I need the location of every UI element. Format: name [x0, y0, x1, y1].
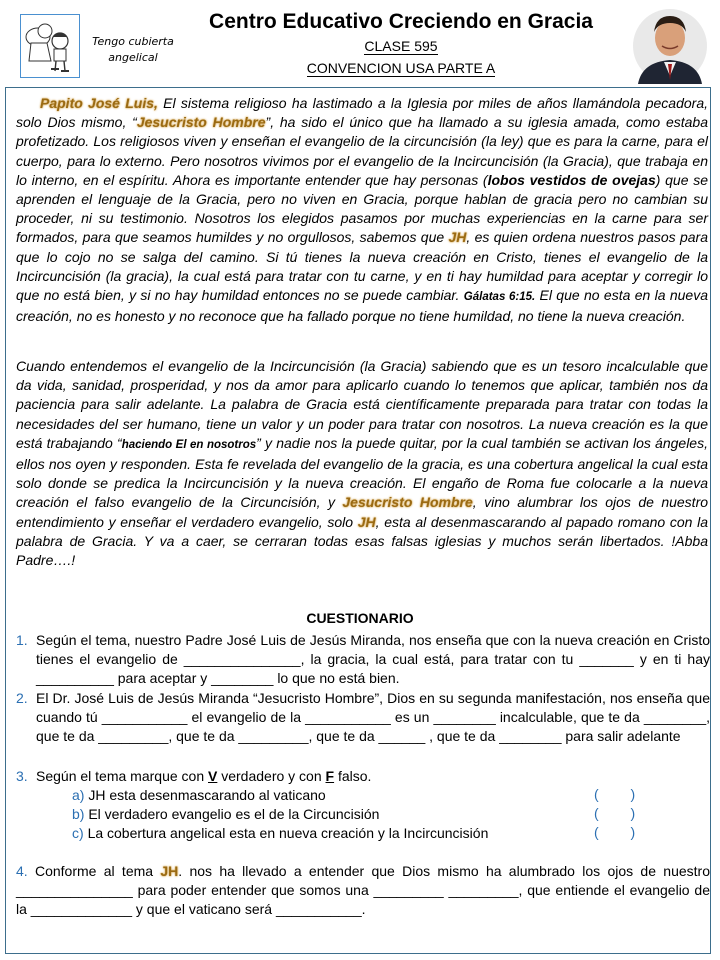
- angel-child-icon: [21, 15, 79, 77]
- class-subtitle: CONVENCION USA PARTE A: [306, 60, 496, 76]
- emphasis-run: Jesucristo Hombre: [136, 114, 266, 131]
- paragraph-intro: [16, 94, 708, 326]
- question-2: [16, 689, 710, 747]
- jh-name: JH: [160, 863, 179, 879]
- emphasis-run: haciendo El en nosotros: [121, 438, 257, 451]
- answer-box-b[interactable]: ( ): [594, 805, 650, 821]
- questionnaire-title: CUESTIONARIO: [306, 610, 414, 626]
- emphasis-run: lobos vestidos de ovejas: [487, 171, 656, 188]
- page-title: Centro Educativo Creciendo en Gracia: [209, 10, 593, 33]
- emphasis-run: Gálatas 6:15.: [463, 291, 536, 304]
- question-4: 4. Conforme al tema JH. nos ha llevado a entender que Dios mismo ha alumbrado los ojos de nuestro _______________ para poder entender que somos una _________ _________, que entiende el evangelio de la _____________ y que el vaticano será ___________.: [16, 863, 710, 918]
- question-number: 1.: [16, 632, 28, 648]
- text-run: , es quien ordena nuestros pasos para que lo cojo no se salga del camino. Si tú tienes la nueva creación en Cristo, tienes el evangelio de la Incircuncisión (la gracia), la cual está para tratar con tu carne, y en ti hay humildad para aceptar y corregir lo que no está bien, y si no hay humildad entonces no se puede cambiar.: [16, 229, 709, 304]
- question-3: [16, 767, 710, 786]
- text-run: ”, ha sido el único que ha llamado a su iglesia amada, como estaba profetizado. Los religiosos viven y enseñan el evangelio de la circuncisión (la ley) que es para la carne, para el cuerpo, para lo externo. Pero nosotros vivimos por el evangelio de la Incircuncisión (la Gracia), que trabaja en lo interno, en el espíritu. Ahora es importante entender que hay personas (: [16, 114, 709, 188]
- class-number: CLASE 595: [364, 38, 438, 54]
- question-1: [16, 631, 710, 689]
- paragraph-gracia: [16, 357, 708, 570]
- text-run: El sistema religioso ha lastimado a la Iglesia por miles de años llamándola pecadora, solo Dios mismo, “: [16, 95, 708, 131]
- portrait-photo: [632, 6, 708, 84]
- emphasis-run: Jesucristo Hombre: [342, 494, 473, 511]
- text-run: ) que se aprenden el lenguaje de la Gracia, pero no viven en Gracia, porque hablan de gracia pero no cambian su proceder, ni su testimonio. Nosotros los elegidos pasamos por muchas experiencias en la carne para ser formados, para que seamos humildes y no orgullosos, sabemos que: [16, 171, 708, 246]
- question-number: 3.: [16, 768, 28, 784]
- emphasis-run: JH: [357, 513, 376, 530]
- text-run: , esta al desenmascarando al papado romano con la palabra de Gracia. Y va a caer, se cerraran todas esas falsas iglesias y muchos serán libertados. !Abba Padre….!: [16, 513, 709, 569]
- text-run: El que no esta en la nueva creación, no es honesto y no reconoce que ha fallado porque no tiene humildad, no tiene la nueva creación.: [16, 287, 708, 325]
- emphasis-run: Papito José Luis,: [40, 95, 158, 111]
- question-number: 2.: [16, 690, 28, 706]
- question-text: Según el tema, nuestro Padre José Luis de Jesús Miranda, nos enseña que con la nueva creación en Cristo tienes el evangelio de _______________, la gracia, la cual está, para tratar con tu _______ y en ti hay __________ para aceptar y ________ lo que no está bien.: [36, 632, 710, 687]
- text-run: Cuando entendemos el evangelio de la Incircuncisión (la Gracia) sabiendo que es un tesoro incalculable que da vida, sanidad, prosperidad, y nos da amor para aplicarlo cuando lo tenemos que aplicar, también nos da paciencia para salir adelante. La palabra de Gracia está científicamente preparada para tratar con todas la necesidades del ser humano, tiene un valor y un poder para tratar con nosotros. La nueva creación es la que está trabajando “: [16, 358, 708, 451]
- text-run: ” y nadie nos la puede quitar, por la cual también se activan los ángeles, ellos nos oyen y responden. Esta fe revelada del evangelio de la gracia, es una cobertura angelical la cual esta solo donde se predica la Incircuncisión y la nueva creación. El engaño de Roma fue colocarle a la nueva creación el falso evangelio de la Circuncisión, y: [16, 434, 708, 511]
- option-a: a) JH esta desenmascarando al vaticano: [72, 787, 326, 803]
- header: [0, 0, 720, 88]
- false-mark: F: [325, 768, 335, 784]
- angel-logo: [20, 14, 80, 78]
- answer-box-c[interactable]: ( ): [594, 824, 650, 840]
- question-text: Según el tema marque con V verdadero y con F falso.: [36, 768, 372, 784]
- answer-box-a[interactable]: ( ): [594, 786, 650, 802]
- option-c: c) La cobertura angelical esta en nueva creación y la Incircuncisión: [72, 825, 489, 841]
- question-text: . nos ha llevado a entender que Dios mismo ha alumbrado los ojos de nuestro _______________ para poder entender que somos una _________ _________, que entiende el evangelio de la _____________ y que el vaticano será ___________.: [16, 863, 710, 918]
- question-number: 4.: [16, 863, 28, 879]
- true-mark: V: [208, 768, 218, 784]
- emphasis-run: JH: [448, 229, 467, 246]
- logo-caption: Tengo cubierta angelical: [92, 35, 174, 64]
- option-b: b) El verdadero evangelio es el de la Circuncisión: [72, 806, 380, 822]
- question-text: El Dr. José Luis de Jesús Miranda “Jesucristo Hombre”, Dios en su segunda manifestación, nos enseña que cuando tú ___________ el evangelio de la ___________ es un ________ incalculable, que te da ________, que te da _________, que te da _________, que te da ______ , que te da ________ para salir adelante: [36, 690, 710, 745]
- text-run: , vino alumbrar los ojos de nuestro entendimiento y enseñar el verdadero evangelio, solo: [16, 494, 709, 530]
